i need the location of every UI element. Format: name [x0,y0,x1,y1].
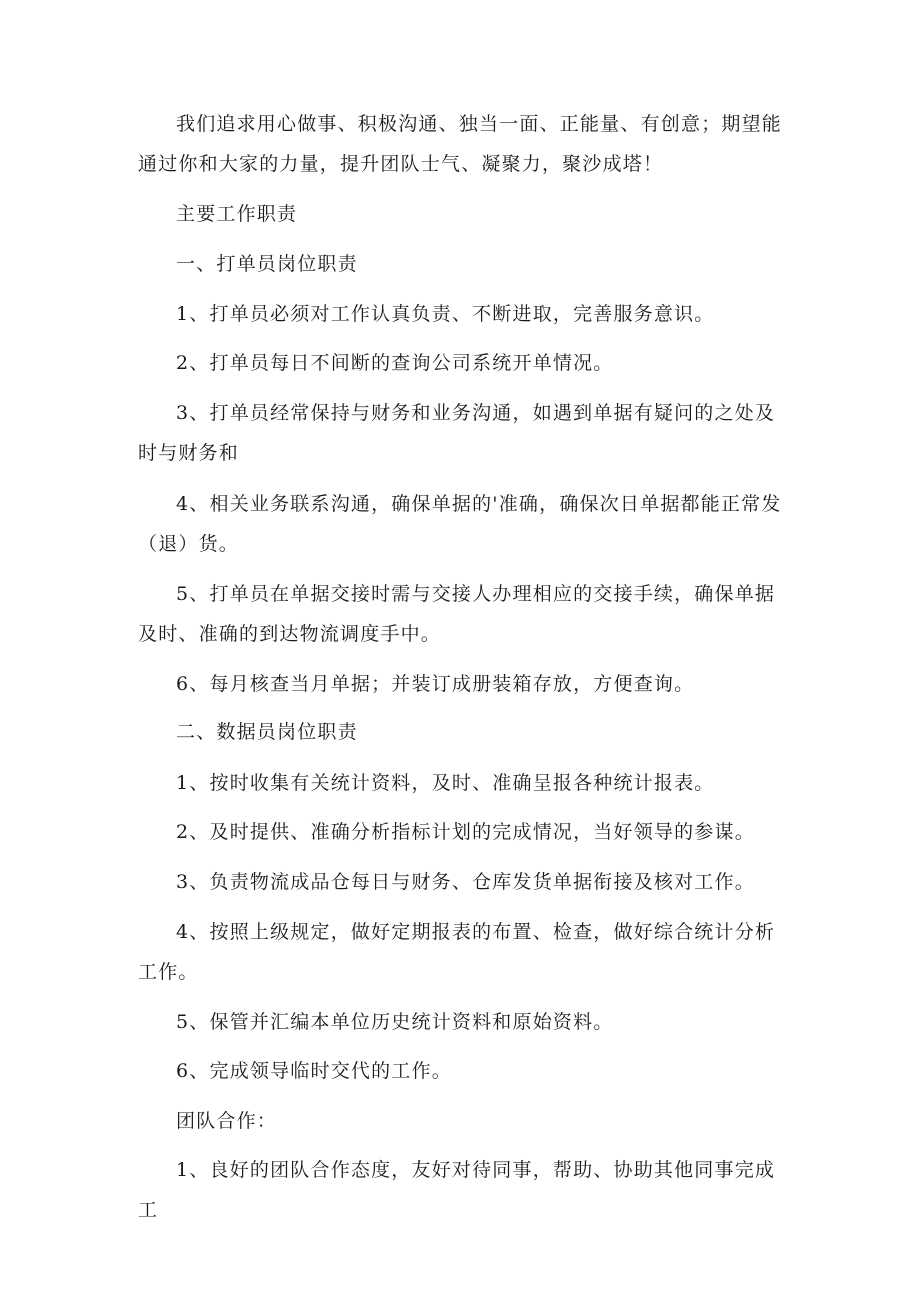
data-clerk-duty-6: 6、完成领导临时交代的工作。 [176,1060,452,1082]
order-clerk-duty-4: 4、相关业务联系沟通，确保单据的'准确，确保次日单据都能正常发（退）货。 [138,493,782,555]
data-clerk-duty-1: 1、按时收集有关统计资料，及时、准确呈报各种统计报表。 [176,772,715,794]
section-heading-teamwork: 团队合作： [176,1110,278,1132]
order-clerk-duty-6: 6、每月核查当月单据；并装订成册装箱存放，方便查询。 [176,673,695,695]
intro-paragraph: 我们追求用心做事、积极沟通、独当一面、正能量、有创意；期望能通过你和大家的力量，提升团队士气、凝聚力，聚沙成塔！ [138,113,783,175]
data-clerk-duty-4: 4、按照上级规定，做好定期报表的布置、检查，做好综合统计分析工作。 [138,921,776,983]
data-clerk-duty-5: 5、保管并汇编本单位历史统计资料和原始资料。 [176,1011,614,1033]
order-clerk-duty-3: 3、打单员经常保持与财务和业务沟通，如遇到单据有疑问的之处及时与财务和 [138,402,776,464]
teamwork-item-1: 1、良好的团队合作态度，友好对待同事，帮助、协助其他同事完成工 [138,1159,776,1221]
section-heading-data-clerk: 二、数据员岗位职责 [176,721,358,743]
order-clerk-duty-1: 1、打单员必须对工作认真负责、不断进取，完善服务意识。 [176,303,715,325]
section-heading-order-clerk: 一、打单员岗位职责 [176,253,358,275]
section-heading-main-duties: 主要工作职责 [176,203,298,225]
data-clerk-duty-3: 3、负责物流成品仓每日与财务、仓库发货单据衔接及核对工作。 [176,871,755,893]
order-clerk-duty-2: 2、打单员每日不间断的查询公司系统开单情况。 [176,352,614,374]
data-clerk-duty-2: 2、及时提供、准确分析指标计划的完成情况，当好领导的参谋。 [176,821,755,843]
order-clerk-duty-5: 5、打单员在单据交接时需与交接人办理相应的交接手续，确保单据及时、准确的到达物流调度手中。 [138,583,776,645]
